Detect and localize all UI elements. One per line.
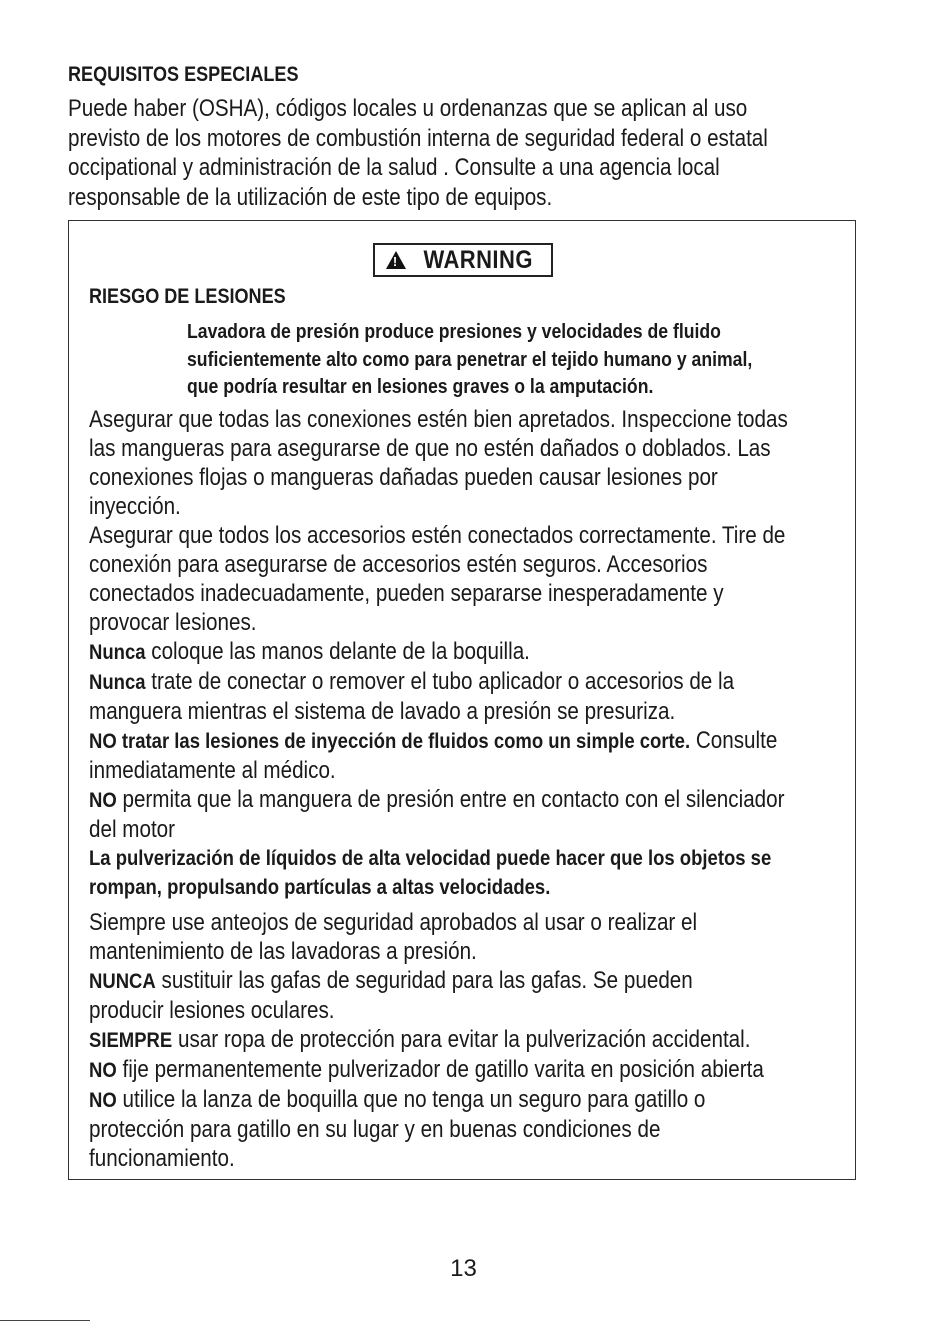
warning-label: WARNING (423, 245, 533, 274)
siempre-ropa-line: SIEMPRE usar ropa de protección para evitar la pulverización accidental. (89, 1026, 751, 1053)
no-utilice-line: NO utilice la lanza de boquilla que no tenga un seguro para gatillo o (89, 1086, 706, 1113)
no-tratar-line: NO tratar las lesiones de inyección de fluidos como un simple corte. Consulte (89, 727, 778, 754)
no-fije-line: NO fije permanentemente pulverizador de gatillo varita en posición abierta (89, 1056, 764, 1083)
warning-body: Asegurar que todas las conexiones estén bien apretados. Inspeccione todas las mangueras para asegurarse de que no estén dañados o doblados. Las conexiones flojas o mangueras dañadas pueden causar lesiones por inyección. Asegurar que todos los accesorios estén conectados correctamente. Tire de conexión para asegurarse de accesorios estén seguros. Accesorios conectados inadecuadamente, pueden separarse inesperadamente y provocar lesiones. Nunca coloque las manos delante de la boquilla. Nunca trate de conectar o remover el tubo aplicador o accesorios de la manguera mientras el sistema de lavado a presión se presuriza. NO tratar las lesiones de inyección de fluidos como un simple corte. Consulte inmediatamente al médico. NO permita que la manguera de presión entre en contacto con el silenciador del motor La pulverización de líquidos de alta velocidad puede hacer que los objetos se rompan, propulsando partículas a altas velocidades. Siempre use anteojos de seguridad aprobados al usar o realizar el mantenimiento de las lavadoras a presión. NUNCA sustituir las gafas de seguridad para las gafas. Se pueden producir lesiones oculares. SIEMPRE usar ropa de protección para evitar la pulverización accidental. NO fije permanentemente pulverizador de gatillo varita en posición abierta NO utilice la lanza de boquilla que no tenga un seguro para gatillo o protección para gatillo en su lugar y en buenas condiciones de funcionamiento. (89, 405, 902, 1173)
footer-rule (0, 1320, 90, 1321)
accessories-paragraph: Asegurar que todos los accesorios estén conectados correctamente. Tire de (89, 522, 786, 549)
section-heading: REQUISITOS ESPECIALES (68, 63, 299, 86)
nunca-sustituir-line: NUNCA sustituir las gafas de seguridad para las gafas. Se pueden (89, 967, 693, 994)
nunca-connect-line: Nunca trate de conectar o remover el tubo aplicador o accesorios de la (89, 668, 735, 695)
siempre-anteojos-line: Siempre use anteojos de seguridad aprobados al usar o realizar el (89, 909, 698, 936)
warning-box (68, 220, 856, 1180)
warning-triangle-icon (386, 251, 406, 269)
page-number: 13 (450, 1255, 477, 1282)
no-permita-line: NO permita que la manguera de presión entre en contacto con el silenciador (89, 786, 785, 813)
connections-paragraph: Asegurar que todas las conexiones estén bien apretados. Inspeccione todas (89, 406, 788, 433)
nunca-hands-line: Nunca coloque las manos delante de la boquilla. (89, 638, 530, 665)
hazard-statement: Lavadora de presión produce presiones y velocidades de fluido suficientemente alto como para penetrar el tejido humano y animal, que podría resultar en lesiones graves o la amputación. (187, 320, 753, 398)
warning-badge (373, 243, 553, 277)
pulverizacion-warning: La pulverización de líquidos de alta velocidad puede hacer que los objetos se (89, 846, 772, 870)
risk-title: RIESGO DE LESIONES (89, 285, 286, 308)
intro-paragraph: Puede haber (OSHA), códigos locales u ordenanzas que se aplican al uso previsto de los motores de combustión interna de seguridad federal o estatal occipational y administración de la salud . Consulte a una agencia local responsable de la utilización de este tipo de equipos. (68, 95, 768, 211)
